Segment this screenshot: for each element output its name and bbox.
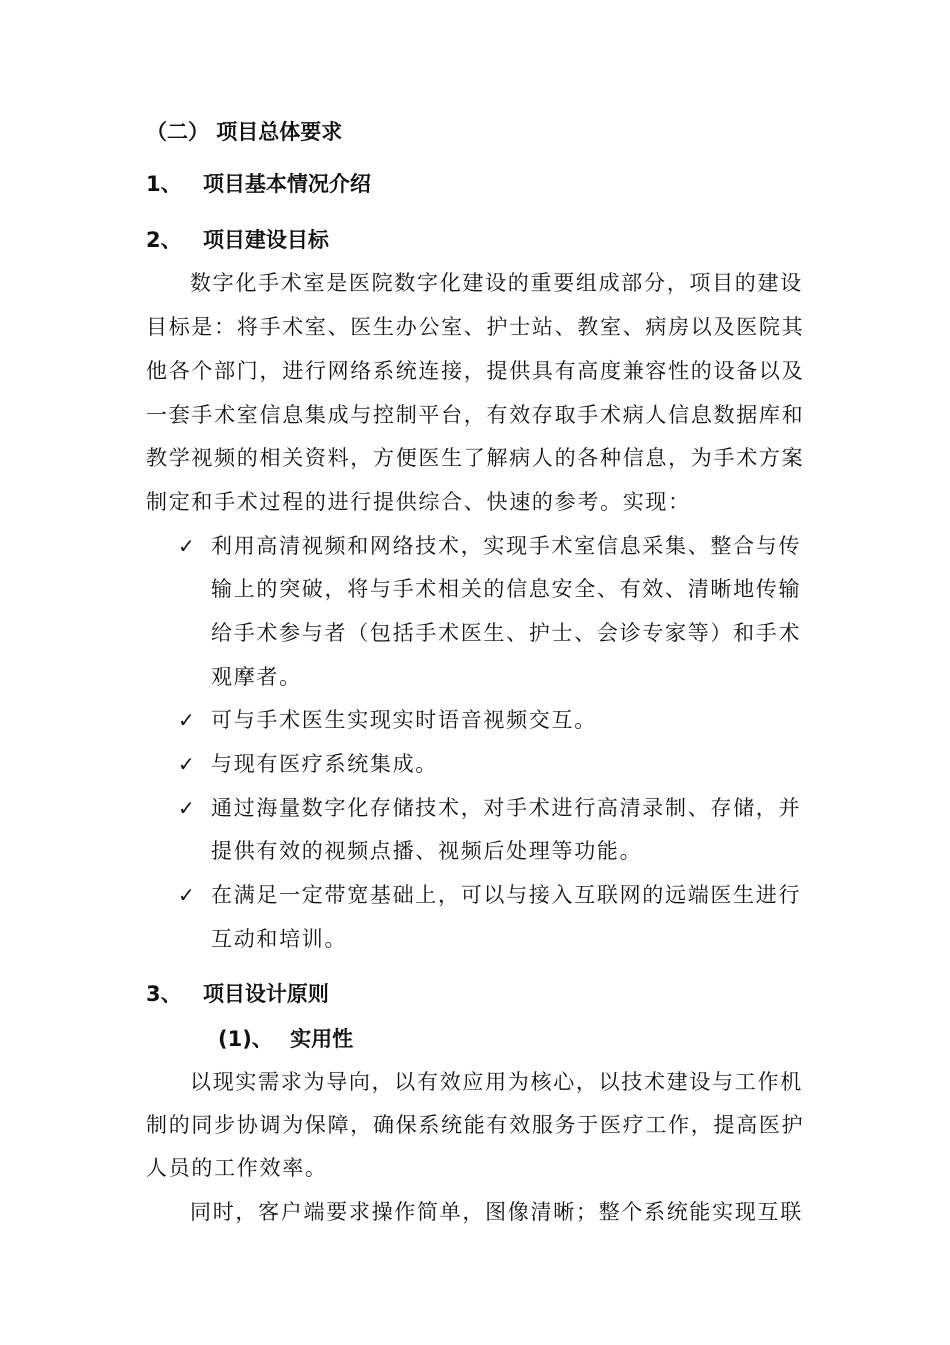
- check-icon: ✓: [178, 534, 195, 558]
- heading-1-title: 项目基本情况介绍: [202, 172, 371, 196]
- bullet-line: 利用高清视频和网络技术，实现手术室信息采集、整合与传: [211, 534, 802, 558]
- paragraph-line: 他各个部门，进行网络系统连接，提供具有高度兼容性的设备以及: [146, 359, 805, 383]
- paragraph-line: 数字化手术室是医院数字化建设的重要组成部分，项目的建设: [190, 271, 803, 295]
- bullet-line: 提供有效的视频点播、视频后处理等功能。: [211, 839, 643, 863]
- bullet-line: 与现有医疗系统集成。: [211, 752, 438, 776]
- check-icon: ✓: [178, 752, 195, 776]
- subheading-1: [218, 1024, 353, 1054]
- bullet-line: 输上的突破，将与手术相关的信息安全、有效、清晰地传输: [211, 577, 802, 601]
- paragraph-line: 一套手术室信息集成与控制平台，有效存取手术病人信息数据库和: [146, 403, 805, 427]
- paragraph-line: 教学视频的相关资料，方便医生了解病人的各种信息，为手术方案: [146, 446, 805, 470]
- bullet-line: 在满足一定带宽基础上，可以与接入互联网的远端医生进行: [211, 883, 802, 907]
- check-icon: ✓: [178, 708, 195, 732]
- paragraph-line: 同时，客户端要求操作简单，图像清晰；整个系统能实现互联: [190, 1200, 803, 1224]
- bullet-line: 给手术参与者（包括手术医生、护士、会诊专家等）和手术: [211, 621, 802, 645]
- paragraph-line: 以现实需求为导向，以有效应用为核心，以技术建设与工作机: [190, 1070, 803, 1094]
- heading-3-number: 3、: [146, 982, 182, 1006]
- heading-3-title: 项目设计原则: [202, 982, 329, 1006]
- heading-3: [146, 979, 329, 1009]
- section-heading: （二） 项目总体要求: [146, 120, 343, 144]
- paragraph-line: 制的同步协调为保障，确保系统能有效服务于医疗工作，提高医护: [146, 1113, 805, 1137]
- heading-2-number: 2、: [146, 228, 182, 252]
- bullet-line: 观摩者。: [211, 665, 302, 689]
- heading-1: [146, 169, 371, 199]
- paragraph-line: 制定和手术过程的进行提供综合、快速的参考。实现：: [146, 490, 691, 514]
- heading-2: [146, 225, 329, 255]
- heading-1-number: 1、: [146, 172, 182, 196]
- paragraph-line: 目标是：将手术室、医生办公室、护士站、教室、病房以及医院其: [146, 315, 805, 339]
- bullet-line: 互动和培训。: [211, 927, 348, 951]
- check-icon: ✓: [178, 883, 195, 907]
- subheading-1-title: 实用性: [290, 1027, 354, 1051]
- heading-2-title: 项目建设目标: [202, 228, 329, 252]
- bullet-line: 可与手术医生实现实时语音视频交互。: [211, 708, 597, 732]
- check-icon: ✓: [178, 796, 195, 820]
- paragraph-line: 人员的工作效率。: [146, 1156, 328, 1180]
- bullet-line: 通过海量数字化存储技术，对手术进行高清录制、存储，并: [211, 796, 802, 820]
- subheading-1-number: (1)、: [218, 1027, 273, 1051]
